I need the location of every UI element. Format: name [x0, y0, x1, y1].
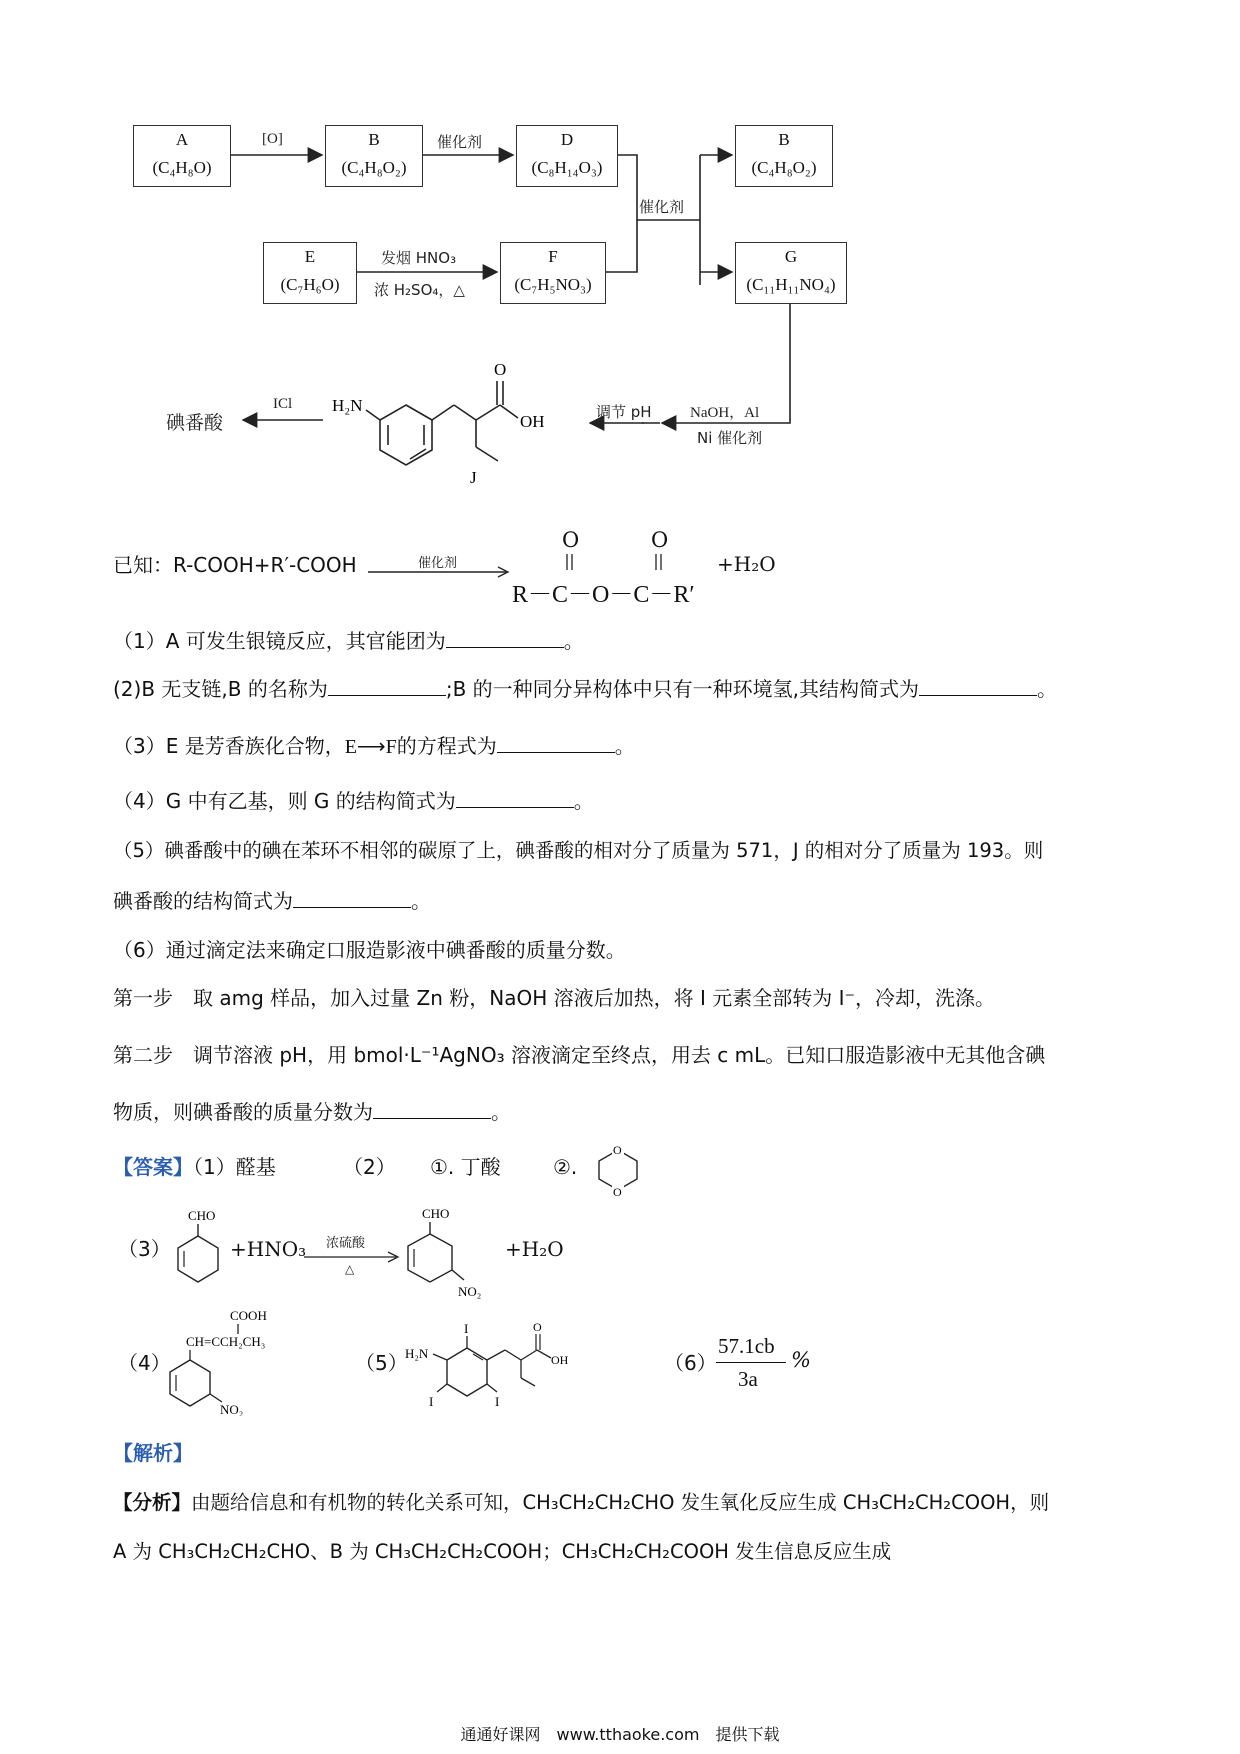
box-b2-name: B: [778, 130, 790, 149]
answer-4-num: （4）: [118, 1351, 171, 1375]
label-arrow-ef-bottom: 浓 H₂SO₄，△: [374, 281, 465, 299]
answer-5-i-left: I: [429, 1394, 434, 1409]
q2-end: 。: [1037, 677, 1058, 701]
answer-3-hno3: +HNO₃: [230, 1237, 307, 1261]
j-o: O: [494, 360, 507, 379]
analysis-tag-text: 【解析】: [113, 1441, 193, 1465]
answer-4-chain: CH=CCH₂CH₃: [186, 1334, 266, 1349]
label-arrow-ef-top: 发烟 HNO₃: [381, 249, 457, 267]
q2-text: (2)B 无支链,B 的名称为: [113, 677, 328, 701]
step-1: 第一步 取 amg 样品，加入过量 Zn 粉，NaOH 溶液后加热，将 I 元素全部转为 I⁻，冷却，洗涤。: [113, 986, 996, 1010]
box-b-name: B: [368, 130, 380, 149]
q1-text: （1）A 可发生银镜反应，其官能团为: [113, 629, 446, 653]
answer-5-i-top: I: [464, 1321, 469, 1336]
answer-6-percent: %: [791, 1348, 811, 1372]
answer-5-o: O: [533, 1320, 542, 1334]
question-3: [113, 731, 635, 762]
answer-5-num: （5）: [355, 1351, 408, 1375]
q5-text: 碘番酸的结构简式为: [113, 889, 293, 913]
label-arrow-ab: [O]: [262, 131, 283, 147]
step3-end: 。: [491, 1100, 511, 1124]
answer-4-no2: NO₂: [220, 1402, 244, 1416]
box-e-formula: (C₇H₆O): [280, 275, 340, 294]
flow-arrows: [0, 0, 1240, 520]
q4-blank[interactable]: [456, 787, 574, 808]
answer-2-2: ②.: [553, 1155, 578, 1179]
q3-mid: 的方程式为: [396, 734, 497, 758]
q2-blank-1[interactable]: [328, 675, 446, 696]
answer-5-structure: [405, 1318, 625, 1418]
box-g-name: G: [784, 247, 798, 266]
answer-5-i-right: I: [495, 1394, 500, 1409]
j-nh2: H₂N: [332, 396, 363, 415]
benzaldehyde-cho: CHO: [188, 1208, 216, 1223]
box-e-name: E: [304, 247, 316, 266]
product-name: 碘番酸: [166, 412, 224, 434]
box-f-name: F: [548, 247, 558, 266]
question-1: [113, 626, 584, 656]
q3-text: （3）E 是芳香族化合物，: [113, 734, 345, 758]
answer-6-denominator: 3a: [738, 1367, 758, 1391]
answer-4-cooh: COOH: [230, 1308, 267, 1323]
answer-6-fraction-bar: [716, 1362, 786, 1363]
analysis-line-2: A 为 CH₃CH₂CH₂CHO、B 为 CH₃CH₂CH₂COOH；CH₃CH₂CH₂COOH 发生信息反应生成: [113, 1540, 892, 1563]
q3-end: 。: [614, 734, 635, 758]
answer-2-num: （2）: [343, 1155, 396, 1179]
q4-end: 。: [573, 789, 594, 813]
fenxi-tag: 【分析】: [113, 1491, 192, 1514]
box-f-formula: (C₇H₅NO₃): [514, 275, 592, 294]
q4-text: （4）G 中有乙基，则 G 的结构简式为: [113, 789, 456, 813]
box-b2-formula: (C₄H₈O₂): [751, 158, 817, 177]
answer-5-oh: OH: [551, 1353, 569, 1367]
compound-j-structure: [320, 355, 580, 495]
box-a-formula: (C₄H₈O): [152, 158, 212, 177]
known-o1: O: [562, 528, 580, 552]
dioxane-o-top: O: [613, 1143, 622, 1157]
known-catalyst: 催化剂: [418, 556, 458, 571]
nitrobenzaldehyde-structure: [400, 1200, 510, 1300]
benzaldehyde-structure: [168, 1206, 228, 1286]
answer-3-cond-bottom: △: [345, 1262, 355, 1276]
answer-6-num: （6）: [664, 1351, 717, 1375]
dioxane-structure: [588, 1138, 648, 1198]
page-footer: 通通好课网 www.tthaoke.com 提供下载: [460, 1725, 780, 1744]
step3-blank[interactable]: [373, 1098, 491, 1119]
box-b-formula: (C₄H₈O₂): [341, 158, 407, 177]
answer-3-water: +H₂O: [505, 1237, 564, 1261]
j-oh: OH: [520, 412, 545, 431]
box-a-name: A: [175, 130, 189, 149]
known-product: R－C－O－C－R′: [512, 582, 695, 608]
nitrobenzaldehyde-no2: NO₂: [458, 1284, 482, 1299]
question-5-line-2: [113, 886, 431, 916]
analysis-tag: [113, 1438, 193, 1468]
analysis-line-1: [113, 1488, 1049, 1518]
q1-end: 。: [563, 629, 584, 653]
box-d-name: D: [560, 130, 574, 149]
fenxi-text-1: 由题给信息和有机物的转化关系可知，CH₃CH₂CH₂CHO 发生氧化反应生成 CH₃CH₂CH₂COOH，则: [191, 1491, 1050, 1514]
known-water: +H₂O: [717, 552, 776, 576]
known-prefix: 已知：R-COOH+R′-COOH: [113, 553, 357, 577]
answer-4-structure: [160, 1306, 320, 1416]
dioxane-o-bottom: O: [613, 1185, 622, 1198]
box-d-formula: (C₈H₁₄O₃): [531, 158, 603, 177]
box-g-formula: (C₁₁H₁₁NO₄): [746, 275, 836, 294]
q1-blank[interactable]: [446, 627, 564, 648]
answer-6-numerator: 57.1cb: [718, 1334, 775, 1358]
q2-blank-2[interactable]: [919, 675, 1037, 696]
answer-3-num: （3）: [118, 1237, 171, 1261]
known-o2: O: [651, 528, 669, 552]
answer-tag: 【答案】: [113, 1155, 193, 1179]
q5-end: 。: [411, 889, 431, 913]
nitrobenzaldehyde-cho: CHO: [422, 1206, 450, 1221]
label-arrow-gj-top: NaOH，Al: [690, 405, 760, 421]
q3-equation: E⟶F: [344, 736, 397, 758]
question-2: [113, 674, 1057, 704]
answer-3-cond-top: 浓硫酸: [326, 1236, 366, 1251]
label-arrow-gj-bottom: Ni 催化剂: [697, 429, 763, 447]
j-label: J: [470, 468, 477, 487]
step-3: [113, 1097, 511, 1127]
question-5-line-1: （5）碘番酸中的碘在苯环不相邻的碳原了上，碘番酸的相对分了质量为 571，J 的相对分了质量为 193。则: [113, 839, 1044, 862]
label-arrow-bd: 催化剂: [437, 133, 483, 151]
step-2: 第二步 调节溶液 pH，用 bmol·L⁻¹AgNO₃ 溶液滴定至终点，用去 c mL。已知口服造影液中无其他含碘: [113, 1043, 1046, 1067]
q3-blank[interactable]: [497, 732, 615, 753]
label-arrow-dfg: 催化剂: [639, 198, 685, 216]
known-double-bonds: [560, 552, 670, 572]
answer-row-1: [113, 1152, 276, 1182]
answer-2-1: ①. 丁酸: [430, 1155, 501, 1179]
step3-text: 物质，则碘番酸的质量分数为: [113, 1100, 373, 1124]
q5-blank[interactable]: [293, 887, 411, 908]
label-arrow-ph: 调节 pH: [596, 403, 652, 421]
label-arrow-icl: ICl: [273, 396, 293, 412]
answer-5-nh2: H₂N: [405, 1346, 429, 1361]
q2-mid: ;B 的一种同分异构体中只有一种环境氢,其结构简式为: [445, 677, 920, 701]
answer-1: （1）醛基: [193, 1155, 276, 1179]
question-4: [113, 786, 594, 816]
question-6: （6）通过滴定法来确定口服造影液中碘番酸的质量分数。: [113, 938, 626, 962]
